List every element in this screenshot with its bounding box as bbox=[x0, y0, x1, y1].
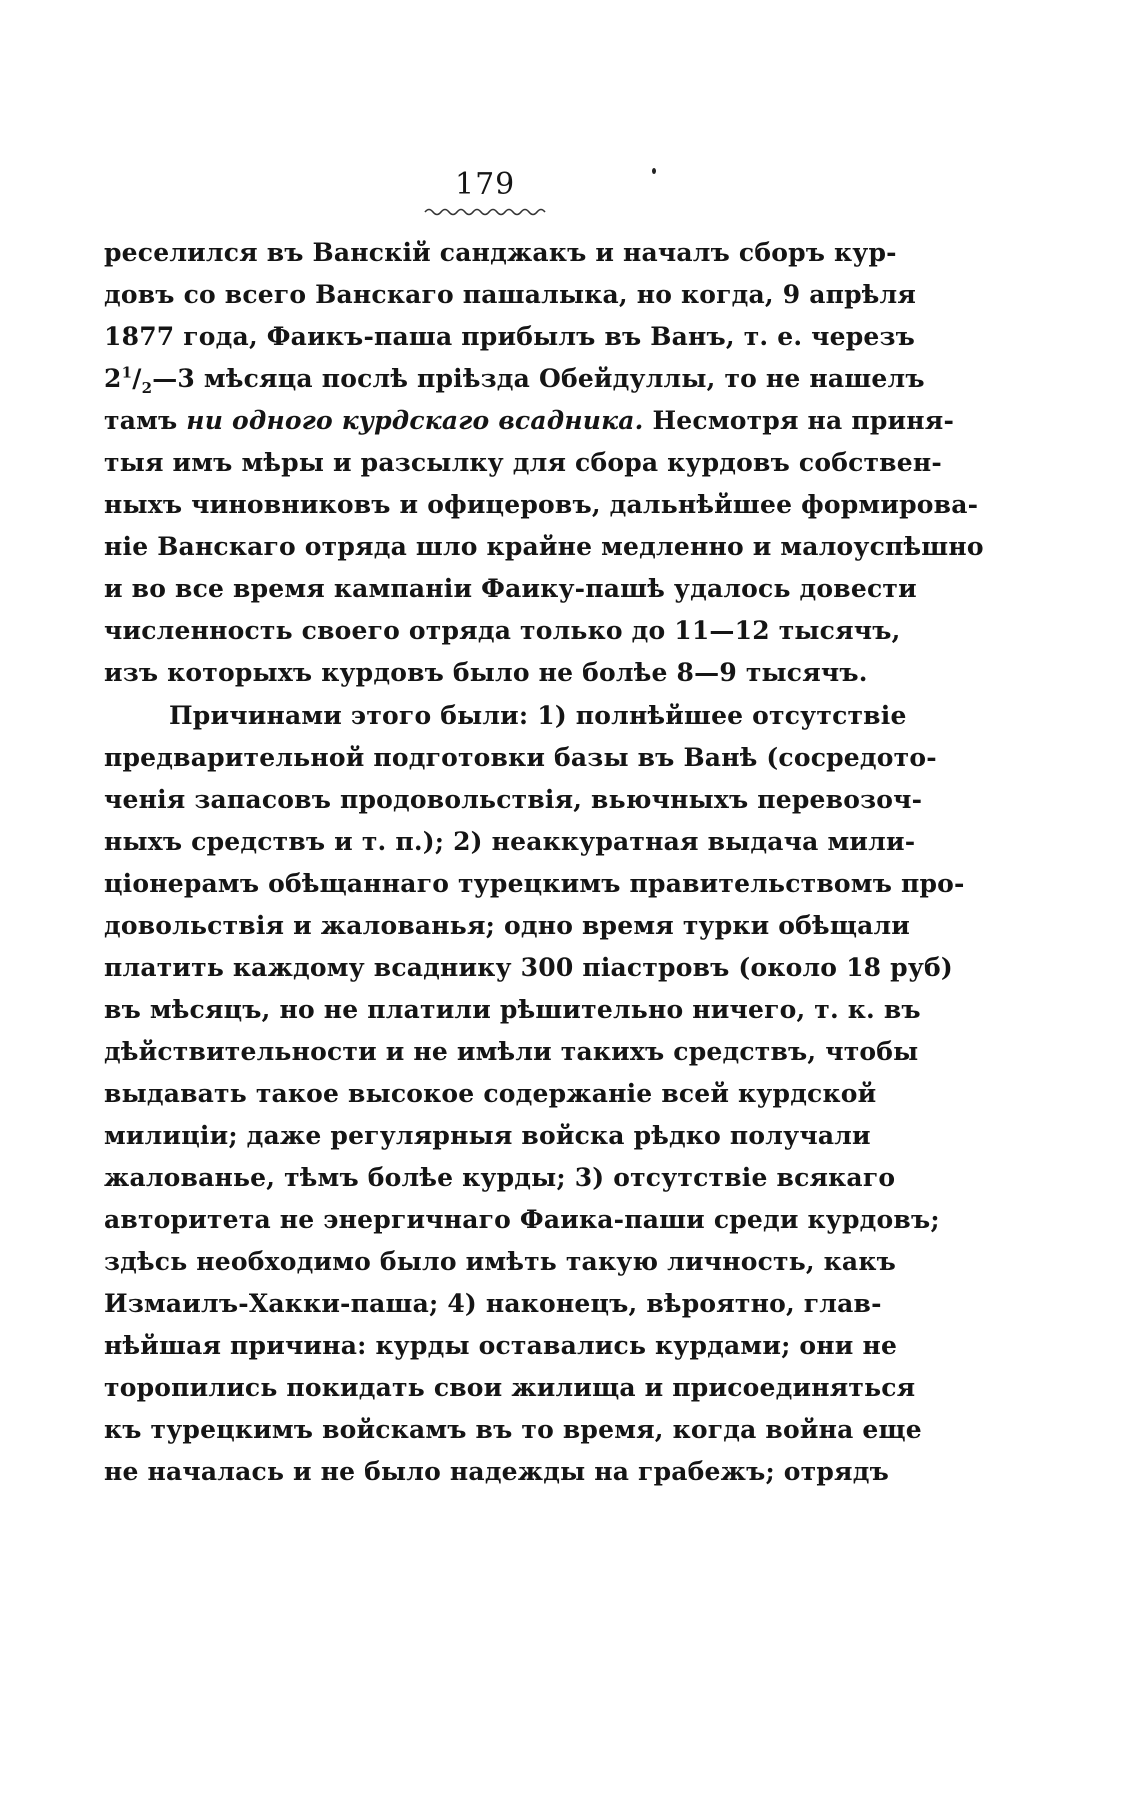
text-line: въ мѣсяцъ, но не платили рѣшительно ничего, т. к. въ bbox=[104, 995, 921, 1024]
text-line-italic bbox=[104, 401, 955, 441]
text-line: Причинами этого были: 1) полнѣйшее отсутствіе bbox=[169, 701, 907, 730]
text-line: ченія запасовъ продовольствія, вьючныхъ перевозоч- bbox=[104, 785, 923, 814]
italic-emphasis: ни одного курдскаго всадника. bbox=[186, 406, 644, 435]
text-line: изъ которыхъ курдовъ было не болѣе 8—9 тысячъ. bbox=[104, 658, 868, 687]
text-line: довъ со всего Ванскаго пашалыка, но когда, 9 апрѣля bbox=[104, 280, 917, 309]
page-number-ornament bbox=[423, 204, 551, 216]
fraction-denominator: 2 bbox=[141, 379, 153, 397]
text-line: Измаилъ-Хакки-паша; 4) наконецъ, вѣроятно, глав- bbox=[104, 1289, 882, 1318]
text-line: предварительной подготовки базы въ Ванѣ (сосредото- bbox=[104, 743, 937, 772]
fraction-slash: / bbox=[132, 364, 142, 393]
text-line: къ турецкимъ войскамъ въ то время, когда война еще bbox=[104, 1415, 922, 1444]
text-run: тамъ bbox=[104, 406, 187, 435]
text-line: ніе Ванскаго отряда шло крайне медленно и малоуспѣшно bbox=[104, 532, 984, 561]
text-line: реселился въ Ванскій санджакъ и началъ сборъ кур- bbox=[104, 238, 897, 267]
page-number: 179 bbox=[455, 167, 516, 202]
text-line: и во все время кампаніи Фаику-пашѣ удалось довести bbox=[104, 574, 917, 603]
text-line: здѣсь необходимо было имѣть такую личность, какъ bbox=[104, 1247, 896, 1276]
text-line: 1877 года, Фаикъ-паша прибылъ въ Ванъ, т. е. черезъ bbox=[104, 322, 916, 351]
text-line-fraction bbox=[104, 359, 925, 399]
text-line: выдавать такое высокое содержаніе всей курдской bbox=[104, 1079, 877, 1108]
text-line: дѣйствительности и не имѣли такихъ средствъ, чтобы bbox=[104, 1037, 919, 1066]
ink-speck bbox=[652, 168, 656, 174]
text-line: ныхъ средствъ и т. п.); 2) неаккуратная выдача мили- bbox=[104, 827, 916, 856]
text-line: милиціи; даже регулярныя войска рѣдко получали bbox=[104, 1121, 871, 1150]
text-line: ціонерамъ обѣщаннаго турецкимъ правительствомъ про- bbox=[104, 869, 965, 898]
fraction-whole: 2 bbox=[104, 364, 122, 393]
fraction-numerator: 1 bbox=[121, 363, 133, 382]
text-run: Несмотря на приня- bbox=[643, 406, 955, 435]
text-line: довольствія и жалованья; одно время турки обѣщали bbox=[104, 911, 911, 940]
text-line: не началась и не было надежды на грабежъ; отрядъ bbox=[104, 1457, 889, 1486]
text-line: нѣйшая причина: курды оставались курдами; они не bbox=[104, 1331, 898, 1360]
text-line: жалованье, тѣмъ болѣе курды; 3) отсутствіе всякаго bbox=[104, 1163, 896, 1192]
text-line: платить каждому всаднику 300 піастровъ (около 18 руб) bbox=[104, 953, 953, 982]
text-line: авторитета не энергичнаго Фаика-паши среди курдовъ; bbox=[104, 1205, 940, 1234]
text-run: —3 мѣсяца послѣ пріѣзда Обейдуллы, то не нашелъ bbox=[152, 364, 925, 393]
text-line: тыя имъ мѣры и разсылку для сбора курдовъ собствен- bbox=[104, 448, 942, 477]
text-line: ныхъ чиновниковъ и офицеровъ, дальнѣйшее формирова- bbox=[104, 490, 979, 519]
text-line: численность своего отряда только до 11—12 тысячъ, bbox=[104, 616, 901, 645]
text-line: торопились покидать свои жилища и присоединяться bbox=[104, 1373, 916, 1402]
